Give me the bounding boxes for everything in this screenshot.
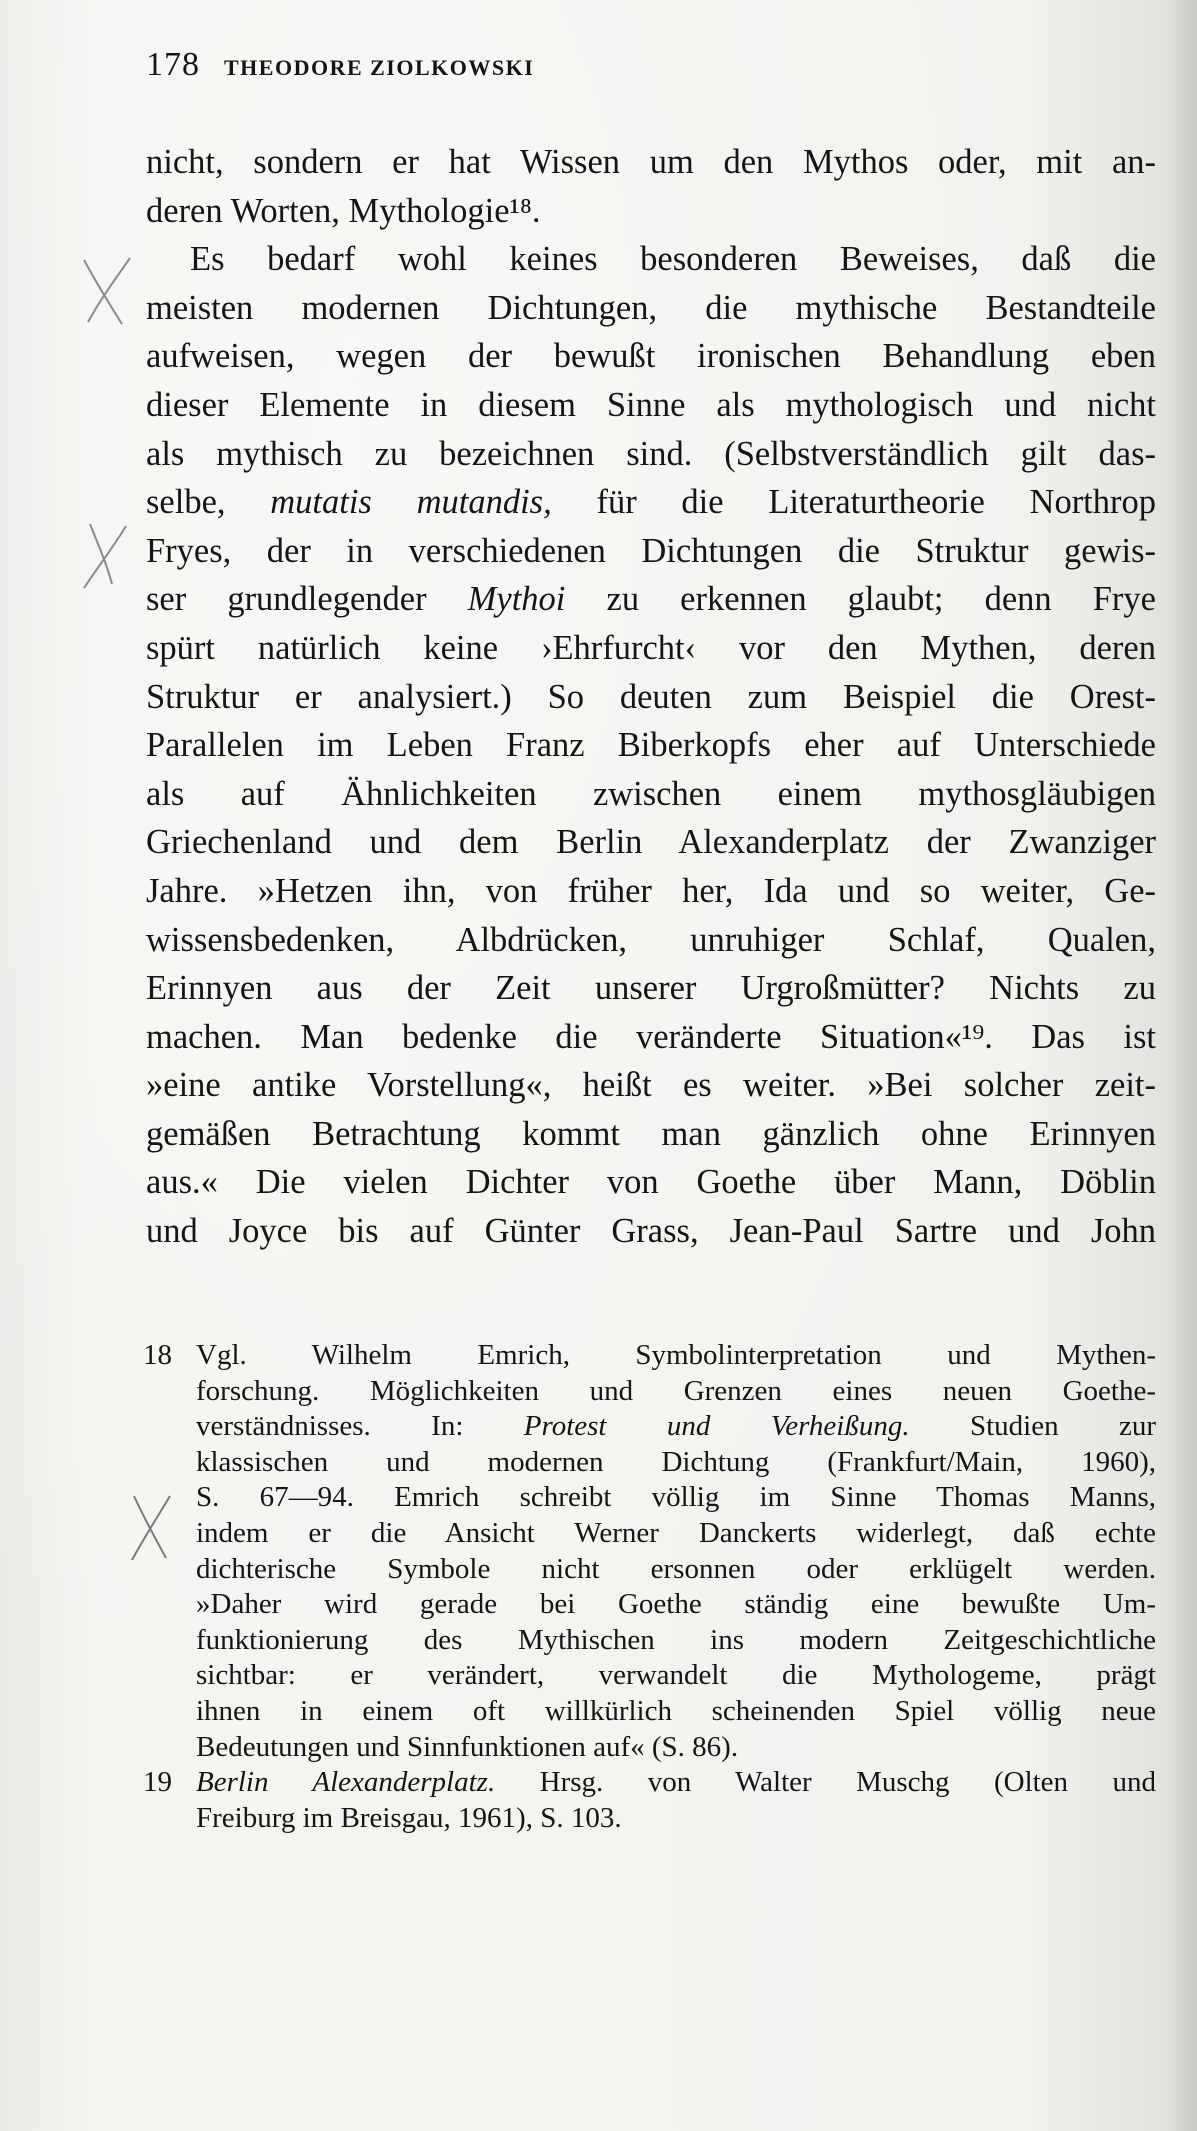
body-line: und Joyce bis auf Günter Grass, Jean-Paul Sartre und John (146, 1212, 1156, 1251)
body-line: aus.« Die vielen Dichter von Goethe über Mann, Döblin (146, 1163, 1156, 1202)
body-line: meisten modernen Dichtungen, die mythische Bestandteile (146, 288, 1156, 327)
footnote-line: ihnen in einem oft willkürlich scheinenden Spiel völlig neue (196, 1694, 1156, 1727)
running-head (146, 46, 534, 86)
body-line: Es bedarf wohl keines besonderen Beweises, daß die (190, 240, 1156, 279)
running-head-author: THEODORE ZIOLKOWSKI (224, 55, 535, 80)
footnote-line: indem er die Ansicht Werner Danckerts widerlegt, daß echte (196, 1516, 1156, 1549)
footnote-line: dichterische Symbole nicht ersonnen oder erklügelt werden. (196, 1552, 1156, 1585)
footnote-line: sichtbar: er verändert, verwandelt die Mythologeme, prägt (196, 1659, 1156, 1692)
footnote-line: Vgl. Wilhelm Emrich, Symbolinterpretation und Mythen- (196, 1339, 1156, 1371)
footnote-line: Freiburg im Breisgau, 1961), S. 103. (196, 1801, 622, 1834)
body-line: »eine antike Vorstellung«, heißt es weiter. »Bei solcher zeit- (146, 1066, 1156, 1105)
body-line: wissensbedenken, Albdrücken, unruhiger Schlaf, Qualen, (146, 920, 1156, 959)
footnote-line: »Daher wird gerade bei Goethe ständig eine bewußte Um- (196, 1588, 1156, 1621)
body-line: Jahre. »Hetzen ihn, von früher her, Ida und so weiter, Ge- (146, 871, 1156, 910)
body-line: ser grundlegender Mythoi zu erkennen glaubt; denn Frye (146, 580, 1156, 619)
footnote-line: Bedeutungen und Sinnfunktionen auf« (S. 86). (196, 1730, 739, 1763)
body-line: Parallelen im Leben Franz Biberkopfs eher auf Unterschiede (146, 726, 1156, 765)
italic-text: Berlin Alexanderplatz. (196, 1766, 496, 1799)
italic-text: mutatis mutandis, (270, 483, 552, 522)
italic-text: Mythoi (467, 580, 566, 619)
footnote (143, 1338, 1156, 1765)
body-line: Griechenland und dem Berlin Alexanderplatz der Zwanziger (146, 823, 1156, 862)
page-number: 178 (146, 46, 200, 83)
pencil-x-mark-icon (78, 252, 138, 332)
body-line: Erinnyen aus der Zeit unserer Urgroßmütter? Nichts zu (146, 969, 1156, 1008)
footnote-number: 19 (143, 1766, 172, 1799)
footnote (143, 1765, 1156, 1836)
footnote-line: S. 67—94. Emrich schreibt völlig im Sinne Thomas Manns, (196, 1481, 1156, 1514)
footnote-line: klassischen und modernen Dichtung (Frankfurt/Main, 1960), (196, 1445, 1156, 1478)
body-line: dieser Elemente in diesem Sinne als mythologisch und nicht (146, 385, 1156, 424)
footnote-number: 18 (143, 1339, 172, 1371)
body-line: als mythisch zu bezeichnen sind. (Selbstverständlich gilt das- (146, 434, 1156, 473)
pencil-x-mark-icon (124, 1486, 184, 1566)
body-line: deren Worten, Mythologie¹⁸. (146, 191, 541, 230)
body-line: spürt natürlich keine ›Ehrfurcht‹ vor den Mythen, deren (146, 628, 1156, 667)
body-line: gemäßen Betrachtung kommt man gänzlich ohne Erinnyen (146, 1114, 1156, 1153)
footnote-line: verständnisses. In: Protest und Verheißung. Studien zur (196, 1410, 1156, 1443)
body-line: selbe, mutatis mutandis, für die Literaturtheorie Northrop (146, 483, 1157, 522)
pencil-x-mark-icon (76, 514, 136, 594)
body-line: nicht, sondern er hat Wissen um den Mythos oder, mit an- (146, 143, 1156, 181)
body-line: aufweisen, wegen der bewußt ironischen Behandlung eben (146, 337, 1156, 376)
footnotes (143, 1338, 1156, 1836)
body-line: Fryes, der in verschiedenen Dichtungen die Struktur gewis- (146, 531, 1156, 570)
footnote-line: funktionierung des Mythischen ins modern Zeitgeschichtliche (196, 1623, 1156, 1656)
footnote-line: Berlin Alexanderplatz. Hrsg. von Walter Muschg (Olten und (196, 1766, 1156, 1799)
body-line: als auf Ähnlichkeiten zwischen einem mythosgläubigen (146, 774, 1156, 813)
italic-text: Protest und Verheißung. (523, 1410, 910, 1443)
body-line: machen. Man bedenke die veränderte Situation«¹⁹. Das ist (146, 1017, 1156, 1056)
footnote-line: forschung. Möglichkeiten und Grenzen eines neuen Goethe- (196, 1374, 1156, 1407)
body-line: Struktur er analysiert.) So deuten zum Beispiel die Orest- (146, 677, 1156, 716)
body-text (146, 138, 1156, 1256)
page-edge-shadow (1167, 0, 1197, 2131)
